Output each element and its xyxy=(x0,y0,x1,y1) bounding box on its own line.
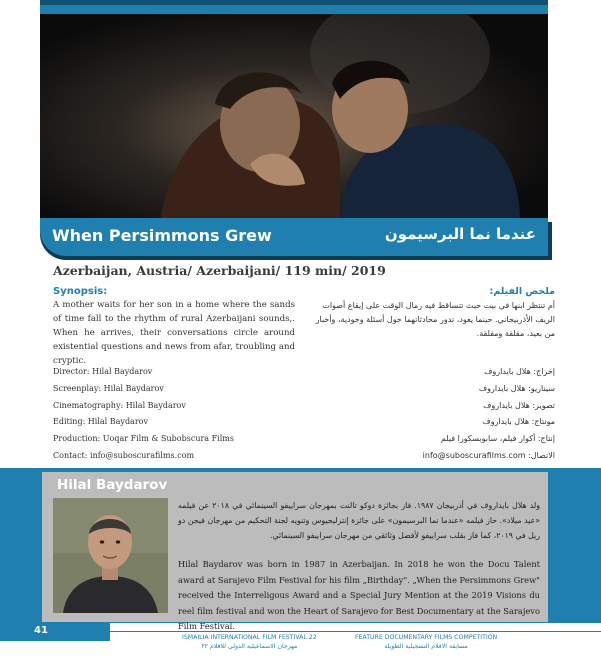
director-bio-en: Hilal Baydarov was born in 1987 in Azerbaijan. In 2018 he won the Docu Talent award at Sarajevo Film Festival for his film „Birthday". „When the Persimmons Grew" received the Interreligous Award and a Special Jury Mention at the 2019 Visions du reel film festival and won the Heart of Sarajevo for Best Documentary at the Sarajevo Film Festival. xyxy=(178,559,540,631)
top-accent-strip-dark xyxy=(40,0,548,5)
footer-divider xyxy=(110,631,601,632)
footer-section xyxy=(355,633,497,651)
credit-screenplay-en: Screenplay: Hilal Baydarov xyxy=(53,383,164,393)
credit-screenplay-ar: سيناريو: هلال بايداروف xyxy=(478,383,555,393)
film-title-ar: عندما نما البرسيمون xyxy=(384,225,536,243)
footer-section-en: FEATURE DOCUMENTARY FILMS COMPETITION xyxy=(355,634,498,641)
director-portrait-illustration xyxy=(53,498,168,613)
synopsis-heading-en: Synopsis: xyxy=(53,286,108,297)
film-meta-line: Azerbaijan, Austria/ Azerbaijani/ 119 min/ 2019 xyxy=(53,263,386,278)
film-still-illustration xyxy=(40,14,548,222)
credit-director-en: Director: Hilal Baydarov xyxy=(53,367,153,376)
page-number: 41 xyxy=(34,625,48,636)
film-title-en: When Persimmons Grew xyxy=(52,226,272,245)
footer-section-ar: مسابقة الافلام التسجيلية الطويلة xyxy=(384,643,468,650)
footer-festival-ar: مهرجان الاسماعيلية الدولي للافلام ٢٢ xyxy=(201,643,298,650)
credit-production-ar: إنتاج: أكوار فيلم، سابوبسكورا فيلم xyxy=(440,434,555,444)
synopsis-heading-ar: ملخص الفيلم: xyxy=(489,286,555,297)
synopsis-text-ar: أم تنتظر ابنها في بيت حيث تتساقط فيه رمال الوقت على إيقاع أصوات الريف الأذربيجاني. حينما يعود، تدور محادثاتهما حول أسئلة وجودية، وأخبار من بعيد، مقلقة ومقلقة. xyxy=(315,301,555,338)
director-bio-ar: ولد هلال بايداروف في أذربيجان ١٩٨٧. فاز بجائزة دوكو تالنت بمهرجان سراييفو السينمائي في ٢٠١٨ عن فيلمه «عيد ميلاد». حاز فيلمه «عندما نما البرسيمون» على جائزة إنترليجيوس وتنويه لجنة التحكيم من مهرجان فيجن دو ريل في ٢٠١٩، كما فاز بقلب سراييفو لأفضل وثائقي من مهرجان سراييفو السينمائي. xyxy=(178,501,540,540)
credit-editing-ar: مونتاج: هلال بايداروف xyxy=(482,417,555,427)
credit-cinematography-en: Cinematography: Hilal Baydarov xyxy=(53,400,186,410)
credit-contact-ar: الاتصال: info@suboscurafilms.com xyxy=(422,450,555,460)
footer-festival-en: ISMAILIA INTERNATIONAL FILM FESTIVAL 22 xyxy=(182,634,317,641)
synopsis-text-en: A mother waits for her son in a home where the sands of time fall to the rhythm of rural Azerbaijani sounds,. When he arrives, their conversations circle around existential questions and news from afar, troubling and cryptic. xyxy=(53,300,295,366)
page-number-bar xyxy=(0,623,110,641)
film-title-bar xyxy=(40,218,548,256)
credits-list-ar xyxy=(355,367,555,468)
credit-director-ar: إخراج: هلال بايداروف xyxy=(484,367,555,376)
director-portrait xyxy=(53,498,168,613)
credit-editing-en: Editing: Hilal Baydarov xyxy=(53,417,148,427)
footer-festival xyxy=(182,633,317,651)
credits-list-en xyxy=(53,367,234,468)
credit-cinematography-ar: تصوير: هلال بايداروف xyxy=(483,400,555,410)
credit-contact-en: Contact: info@suboscurafilms.com xyxy=(53,450,195,460)
director-name: Hilal Baydarov xyxy=(57,477,168,493)
film-still-image xyxy=(40,14,548,222)
credit-production-en: Production: Uoqar Film & Subobscura Films xyxy=(53,434,234,444)
